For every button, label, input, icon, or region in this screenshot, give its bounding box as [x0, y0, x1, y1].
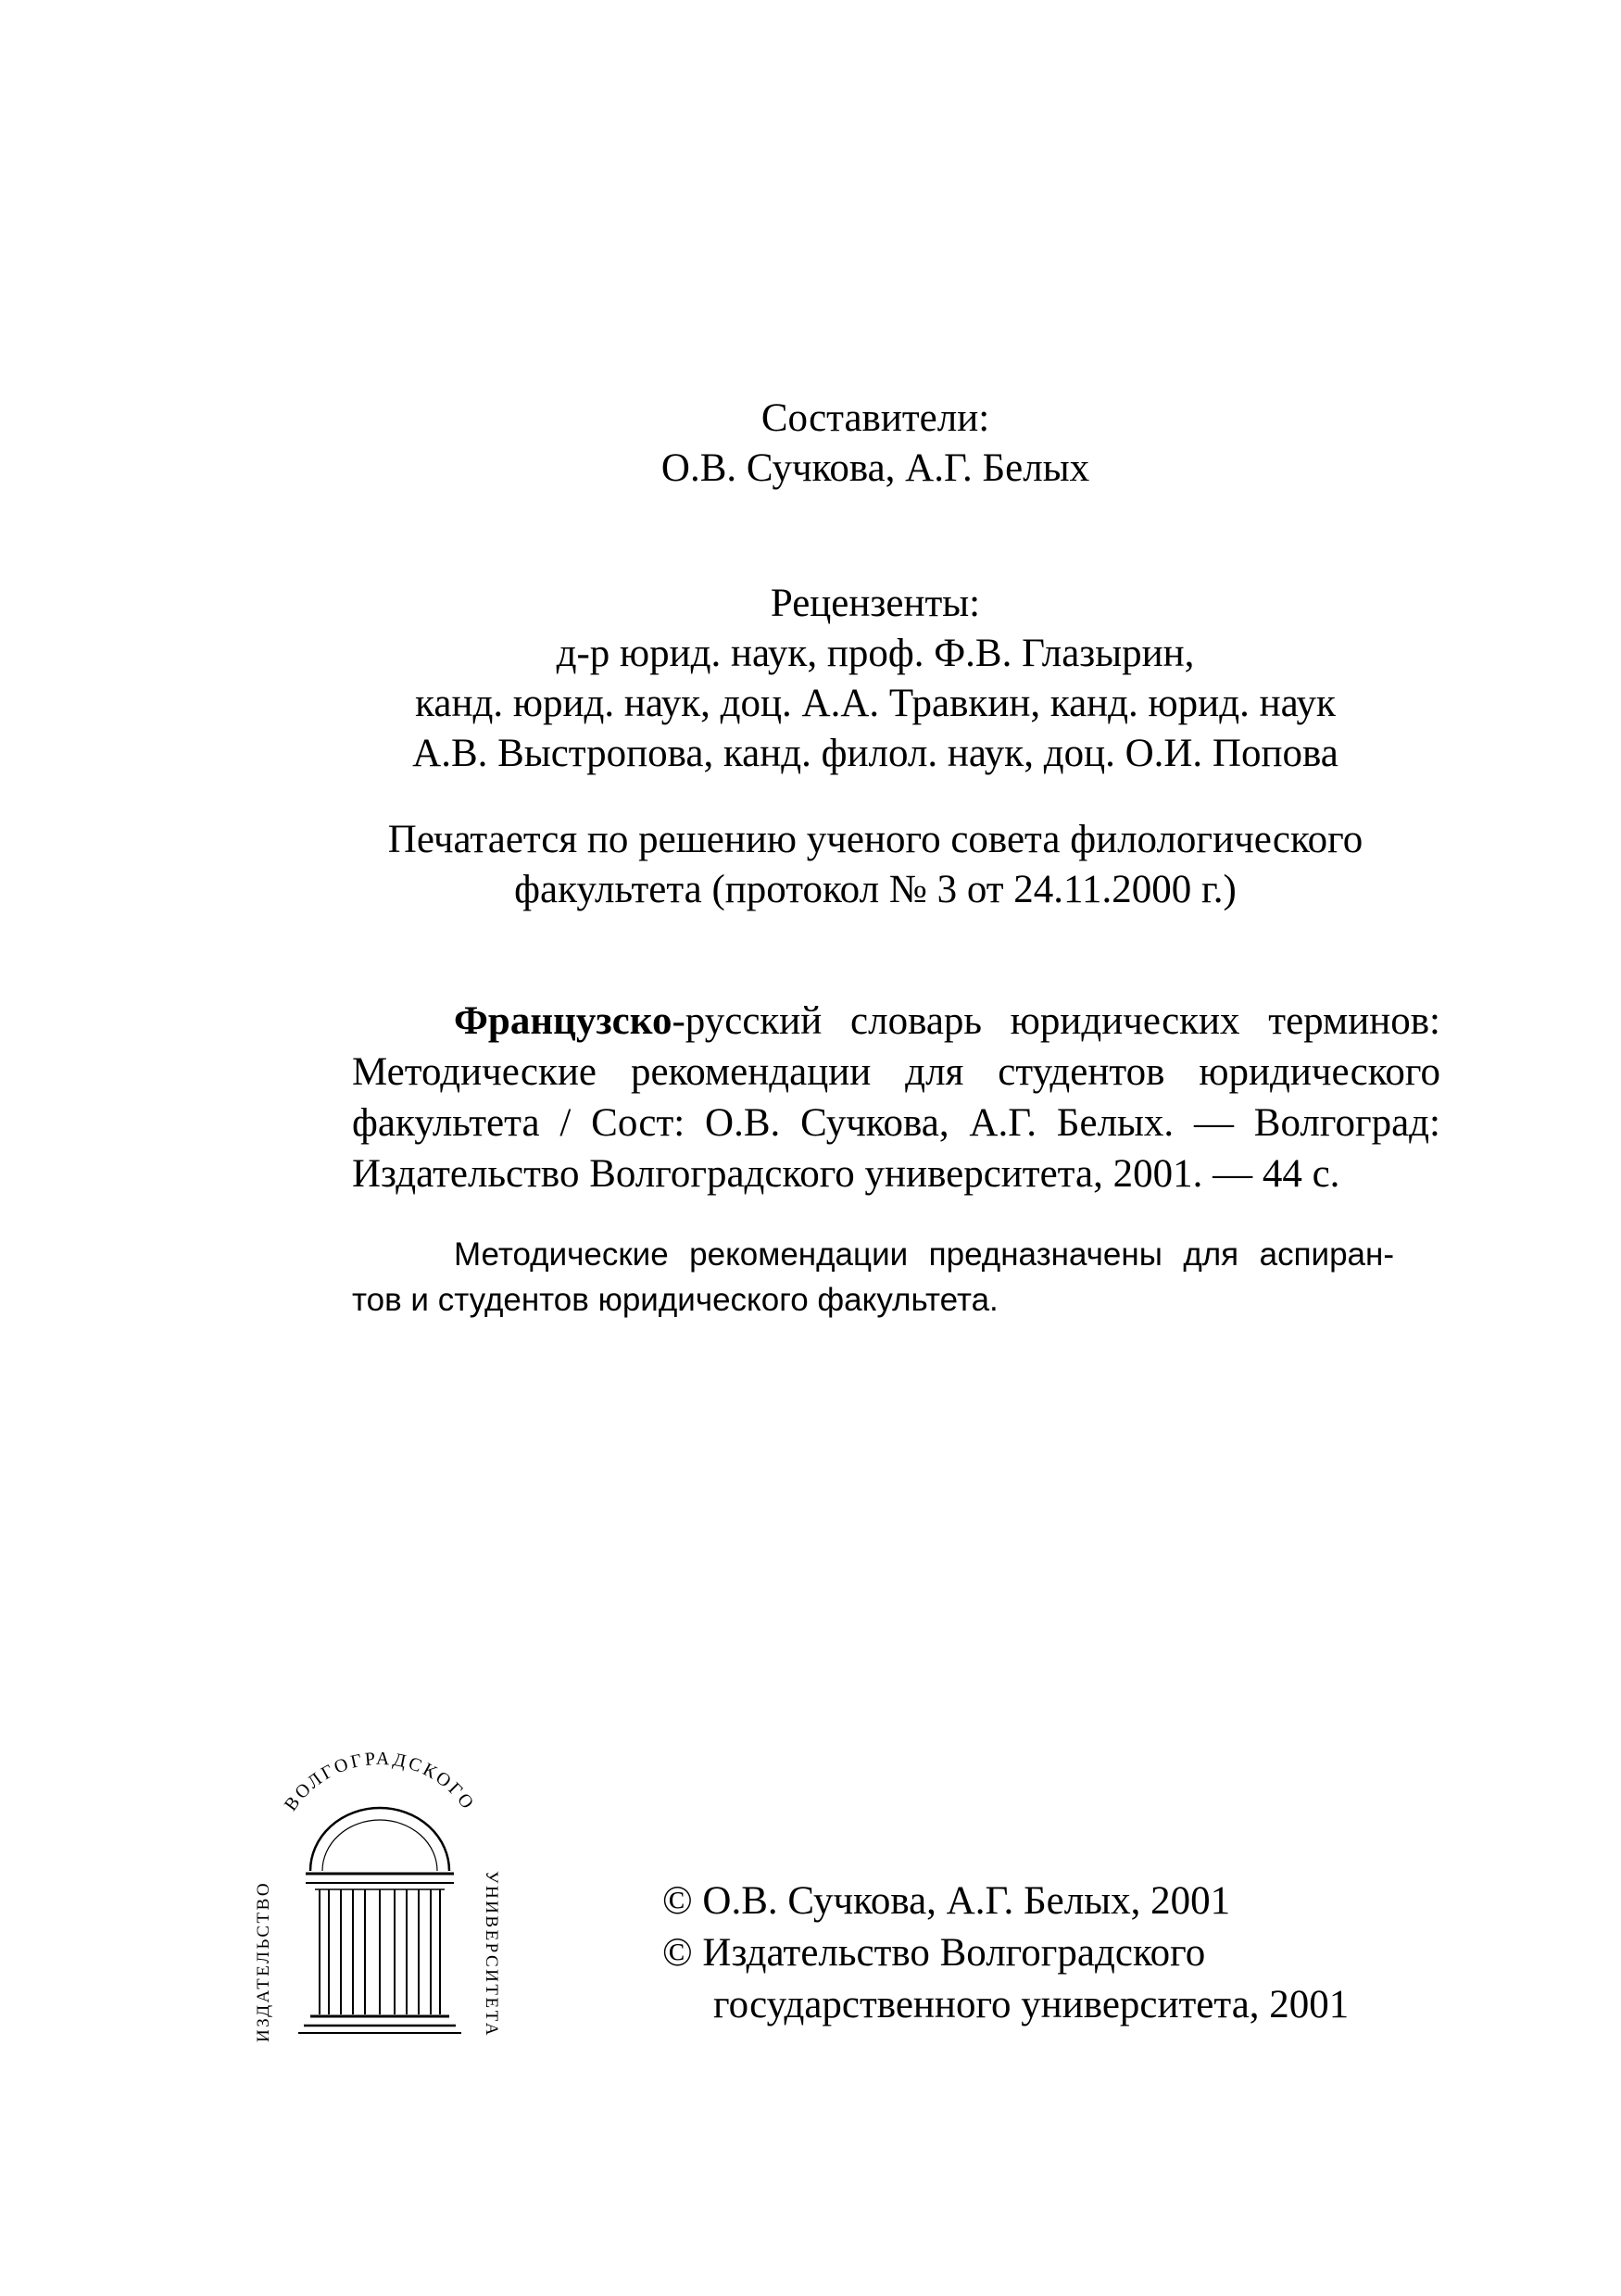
logo-right-text: УНИВЕРСИТЕТА	[482, 1871, 501, 2038]
annotation-block	[352, 1232, 1394, 1323]
annotation-line: тов и студентов юридического факультета.	[352, 1282, 999, 1318]
approval-line: факультета (протокол № 3 от 24.11.2000 г.)	[514, 868, 1237, 911]
bibliographic-entry	[352, 996, 1440, 1199]
copyright-publisher: © Издательство Волгоградского	[662, 1931, 1206, 1975]
rotunda-icon	[298, 1808, 461, 2033]
copyright-authors: © О.В. Сучкова, А.Г. Белых, 2001	[662, 1879, 1231, 1923]
copyright-publisher-cont: государственного университета, 2001	[713, 1983, 1350, 2026]
annotation-line: Методические рекомендации предназначены для аспиран-	[454, 1236, 1394, 1273]
bibliographic-line: Издательство Волгоградского университета, 2001. — 44 с.	[352, 1152, 1340, 1196]
compilers-block	[352, 394, 1399, 494]
logo-arc-text: ВОЛГОГРАДСКОГО	[280, 1748, 480, 1815]
approval-line: Печатается по решению ученого совета филологического	[387, 818, 1363, 861]
bibliographic-line: факультета / Сост: О.В. Сучкова, А.Г. Белых. — Волгоград:	[352, 1101, 1440, 1145]
publisher-logo	[241, 1709, 509, 2051]
bibliographic-line: Методические рекомендации для студентов юридического	[352, 1050, 1440, 1094]
reviewers-heading: Рецензенты:	[770, 582, 981, 625]
logo-left-text: ИЗДАТЕЛЬСТВО	[254, 1880, 273, 2042]
compilers-heading: Составители:	[760, 396, 990, 440]
reviewers-line: канд. юрид. наук, доц. А.А. Травкин, канд. юрид. наук	[415, 682, 1336, 725]
title-bold-word: Французско	[454, 999, 672, 1043]
reviewers-line: д-р юрид. наук, проф. Ф.В. Глазырин,	[556, 632, 1195, 675]
title-rest: -русский словарь юридических терминов:	[672, 999, 1440, 1043]
approval-block	[352, 815, 1399, 915]
copyright-block	[662, 1876, 1349, 2031]
reviewers-line: А.В. Выстропова, канд. филол. наук, доц. О.И. Попова	[412, 732, 1338, 775]
reviewers-block	[352, 579, 1399, 779]
compilers-names: О.В. Сучкова, А.Г. Белых	[660, 446, 1090, 490]
bibliographic-first-line	[352, 996, 1440, 1047]
